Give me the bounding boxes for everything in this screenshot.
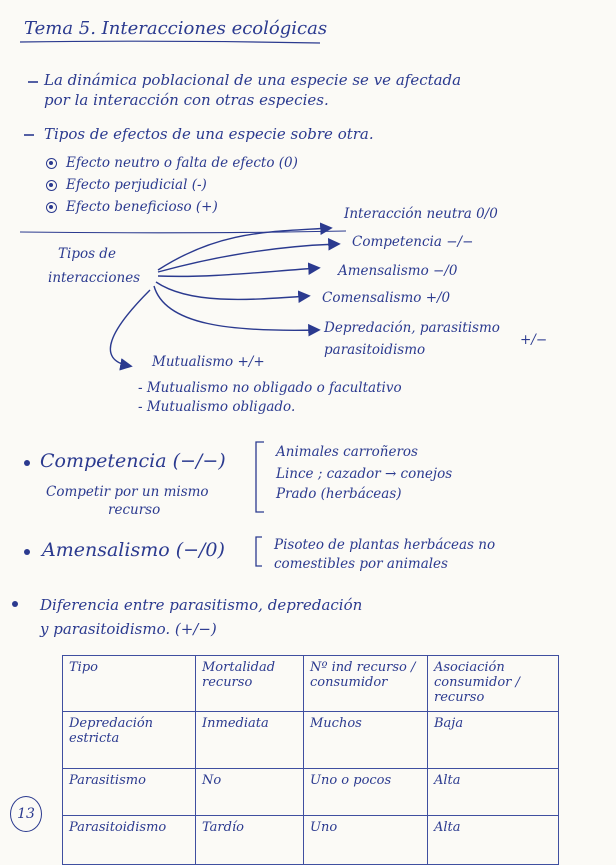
table-header-cell: Tipo xyxy=(63,656,196,712)
amensalismo-example-1: Pisoteo de plantas herbáceas no xyxy=(274,537,496,553)
effect-harmful: Efecto perjudicial (-) xyxy=(66,177,207,193)
branch-depredacion-sign: +/− xyxy=(520,332,548,348)
page-title: Tema 5. Interacciones ecológicas xyxy=(24,18,328,39)
competencia-example-3: Prado (herbáceas) xyxy=(276,486,402,502)
table-cell: Baja xyxy=(428,711,559,768)
table-row xyxy=(63,768,559,815)
branch-parasitoidismo: parasitoidismo xyxy=(324,342,426,358)
bullet-dot xyxy=(24,460,30,466)
table-cell: Parasitoidismo xyxy=(63,815,196,864)
table-cell: Parasitismo xyxy=(63,768,196,815)
table-cell: Alta xyxy=(428,815,559,864)
table-cell: Inmediata xyxy=(196,711,304,768)
table-cell: Uno o pocos xyxy=(304,768,428,815)
bracket-amensalismo xyxy=(256,537,262,566)
diagram-root-line-2: interacciones xyxy=(48,270,141,286)
branch-amensalismo: Amensalismo −/0 xyxy=(338,263,458,279)
bracket-competencia xyxy=(256,442,264,512)
bullet-marker xyxy=(46,202,57,213)
table-cell: No xyxy=(196,768,304,815)
branch-competencia: Competencia −/− xyxy=(352,234,474,250)
arrow-mutualismo xyxy=(110,290,150,366)
table-header-row xyxy=(63,656,559,712)
competencia-label: Competencia (−/−) xyxy=(40,450,226,472)
comparison-table xyxy=(62,655,559,865)
separator-line xyxy=(20,231,346,233)
amensalismo-example-2: comestibles por animales xyxy=(274,556,448,572)
table-cell: Alta xyxy=(428,768,559,815)
diferencia-line-2: y parasitoidismo. (+/−) xyxy=(40,620,217,638)
branch-depredacion: Depredación, parasitismo xyxy=(324,320,500,336)
mutualism-facultative: - Mutualismo no obligado o facultativo xyxy=(138,380,402,396)
arrow-amensalismo xyxy=(158,268,318,276)
arrow-neutra xyxy=(158,228,330,270)
competencia-example-2: Lince ; cazador → conejos xyxy=(276,466,453,482)
bullet-marker xyxy=(46,180,57,191)
table-row xyxy=(63,711,559,768)
branch-comensalismo: Comensalismo +/0 xyxy=(322,290,451,306)
table-header-cell: Asociación consumidor / recurso xyxy=(428,656,559,712)
arrow-comensalismo xyxy=(156,282,308,299)
bullet-dot xyxy=(12,601,18,607)
effect-neutral: Efecto neutro o falta de efecto (0) xyxy=(66,155,298,171)
bullet-marker xyxy=(46,158,57,169)
competencia-example-1: Animales carroñeros xyxy=(276,444,418,460)
table-cell: Tardío xyxy=(196,815,304,864)
diferencia-line-1: Diferencia entre parasitismo, depredación xyxy=(40,596,363,614)
competencia-sub-2: recurso xyxy=(108,502,161,518)
competencia-sub-1: Competir por un mismo xyxy=(46,484,209,500)
types-heading: Tipos de efectos de una especie sobre otra. xyxy=(44,125,374,143)
table-cell: Depredación estricta xyxy=(63,711,196,768)
intro-line-2: por la interacción con otras especies. xyxy=(44,91,329,109)
mutualism-obligate: - Mutualismo obligado. xyxy=(138,399,296,415)
branch-neutra: Interacción neutra 0/0 xyxy=(344,206,498,222)
branch-mutualismo: Mutualismo +/+ xyxy=(152,354,265,370)
table-cell: Muchos xyxy=(304,711,428,768)
table-header-cell: Mortalidad recurso xyxy=(196,656,304,712)
title-underline xyxy=(20,41,320,43)
table-cell: Uno xyxy=(304,815,428,864)
bullet-dot xyxy=(24,549,30,555)
table-row xyxy=(63,815,559,864)
page-number: 13 xyxy=(10,796,42,832)
table-header-cell: Nº ind recurso / consumidor xyxy=(304,656,428,712)
diagram-root-line-1: Tipos de xyxy=(58,246,116,262)
intro-line-1: La dinámica poblacional de una especie se ve afectada xyxy=(44,71,462,89)
effect-beneficial: Efecto beneficioso (+) xyxy=(66,199,218,215)
amensalismo-label: Amensalismo (−/0) xyxy=(42,539,225,561)
